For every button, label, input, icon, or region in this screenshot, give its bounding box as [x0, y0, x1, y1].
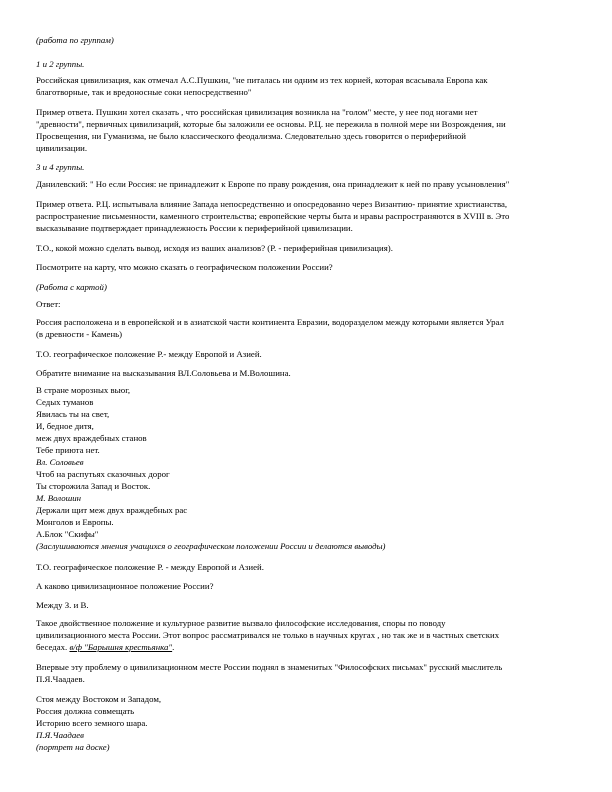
poem-author: М. Волошин	[36, 493, 82, 503]
conclusion-question: Т.О., кокой можно сделать вывод, исходя из ваших анализов? (Р. - периферийная цивилизация).	[36, 243, 393, 253]
quote-author: П.Я.Чаадаев	[36, 730, 84, 740]
film-link[interactable]: в/ф "Барышня крестьянка"	[69, 642, 173, 652]
poem-line: Седых туманов	[36, 397, 94, 407]
poem-line: В стране морозных вьюг,	[36, 385, 131, 395]
text-line	[36, 641, 576, 653]
poem-line: И, бедное дитя,	[36, 421, 94, 431]
map-question: Посмотрите на карту, что можно сказать о географическом положении России?	[36, 262, 333, 272]
text-fragment: беседах.	[36, 642, 70, 652]
poem-author: А.Блок "Скифы"	[36, 529, 99, 539]
danilevsky-answer	[36, 198, 576, 234]
poem-block	[36, 384, 576, 552]
chaadaev-quote	[36, 693, 576, 753]
text-line: Данилевский: " Но если Россия: не принадлежит к Европе по праву рождения, она принадлежит к ней по праву усыновления"	[36, 179, 510, 189]
text-line: благотворные, так и вредоносные соки непосредственно"	[36, 87, 252, 97]
attention-note: Обратите внимание на высказывания ВЛ.Соловьева и М.Волошина.	[36, 368, 291, 378]
poem-line: Чтоб на распутьях сказочных дорог	[36, 469, 170, 479]
poem-line: Держали щит меж двух враждебных рас	[36, 505, 188, 515]
work-mode-note: (работа по группам)	[36, 35, 114, 45]
text-line: Такое двойственное положение и культурное развитие вызвало философские исследования, споры по поводу	[36, 618, 446, 628]
quote-note: (портрет на доске)	[36, 742, 110, 752]
pushkin-quote	[36, 74, 576, 98]
civilization-answer: Между З. и В.	[36, 600, 89, 610]
civilization-question: А каково цивилизационное положение России?	[36, 581, 214, 591]
text-line: Пример ответа. Пушкин хотел сказать , что российская цивилизация возникла на "голом" месте, у нее под ногами нет	[36, 107, 478, 117]
map-work-note: (Работа с картой)	[36, 282, 107, 292]
text-line: П.Я.Чаадаев.	[36, 674, 85, 684]
danilevsky-quote	[36, 178, 576, 190]
geo-summary-2: Т.О. географическое положение Р. - между Европой и Азией.	[36, 562, 264, 572]
text-line: высказывание подтверждает принадлежность России к периферийной цивилизации.	[36, 223, 353, 233]
poem-line: Монголов и Европы.	[36, 517, 114, 527]
groups-3-4-heading: 3 и 4 группы.	[36, 162, 85, 172]
groups-1-2-heading: 1 и 2 группы.	[36, 59, 85, 69]
text-line: Российская цивилизация, как отмечал А.С.Пушкин, "не питалась ни одним из тех корней, которая всасывала Европа как	[36, 75, 488, 85]
quote-line: Стоя между Востоком и Западом,	[36, 694, 162, 704]
poem-author: Вл. Соловьев	[36, 457, 84, 467]
poem-line: меж двух враждебных станов	[36, 433, 147, 443]
pushkin-answer	[36, 106, 576, 154]
text-fragment: .	[172, 642, 175, 652]
geo-summary-1: Т.О. географическое положение Р.- между Европой и Азией.	[36, 349, 262, 359]
text-line: распространение письменности, каменного строительства; европейские черты быта и нравы распространяются в XVIII в. Это	[36, 211, 510, 221]
text-line: (в древности - Камень)	[36, 329, 123, 339]
text-line: Впервые эту проблему о цивилизационном месте России поднял в знаменитых "Философских письмах" русский мыслитель	[36, 662, 503, 672]
quote-line: Историю всего земного шара.	[36, 718, 148, 728]
poem-line: Явилась ты на свет,	[36, 409, 110, 419]
text-line: Россия расположена и в европейской и в азиатской части континента Евразии, водоразделом между которыми является Урал	[36, 317, 504, 327]
text-line: цивилизации.	[36, 143, 88, 153]
poem-note: (Заслушиваются мнения учащихся о географическом положении России и делаются выводы)	[36, 541, 386, 551]
duality-paragraph	[36, 617, 576, 653]
answer-label: Ответ:	[36, 299, 61, 309]
text-line: Пример ответа. Р.Ц. испытывала влияние Запада непосредственно и опосредованно через Византию- принятие христианства,	[36, 199, 508, 209]
text-line: Просвещения, ни Гуманизма, не было классического феодализма. Следовательно здесь говорится о периферийной	[36, 131, 467, 141]
poem-line: Тебе приюта нет.	[36, 445, 100, 455]
text-line: цивилизационного места России. Этот вопрос рассматривался не только в научных кругах , но так же и в частных светских	[36, 630, 500, 640]
text-line: "древности", первичных цивилизаций, которые бы заложили ее основы. Р.Ц. не пережила в полной мере ни Возрождения, ни	[36, 119, 506, 129]
chaadaev-intro	[36, 661, 576, 685]
quote-line: Россия должна совмещать	[36, 706, 135, 716]
poem-line: Ты сторожила Запад и Восток.	[36, 481, 151, 491]
geography-answer	[36, 316, 576, 340]
